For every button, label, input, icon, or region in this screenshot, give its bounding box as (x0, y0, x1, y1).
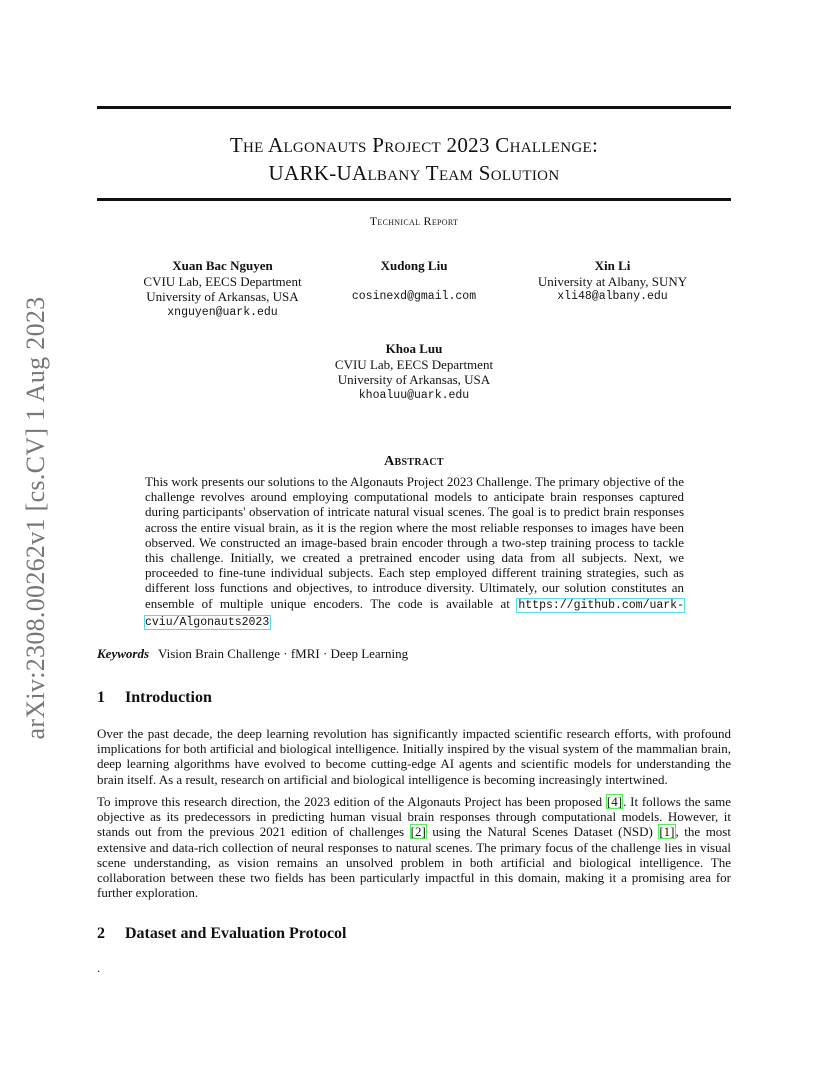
abstract-text: This work presents our solutions to the Algonauts Project 2023 Challenge. The primary objective of the challenge revolves around employing computational models to anticipate brain responses captured during participants' observation of intricate natural visual scenes. The goal is to predict brain responses across the entire visual brain, as it is the region where the most reliable responses to images have been observed. We constructed an image-based brain encoder through a two-step training process to tackle this challenge. Initially, we created a pretrained encoder using data from all subjects. Next, we proceeded to fine-tune individual subjects. Each step employed different training strategies, such as different loss functions and objectives, to introduce diversity. Ultimately, our solution constitutes an ensemble of multiple unique encoders. The code is available at (145, 474, 684, 611)
section-heading-introduction (97, 689, 212, 707)
author-block (314, 341, 514, 403)
author-email[interactable]: cosinexd@gmail.com (351, 290, 477, 303)
author-email[interactable]: xli48@albany.edu (557, 290, 668, 303)
citation-link[interactable]: [4] (606, 794, 623, 809)
paragraph-text: , the most extensive and data-rich collection of neural responses to natural scenes. The primary focus of the challenge lies in visual scene understanding, as vision remains an unsolved problem in both artificial and biological intelligence. The collaboration between these two fields has been particularly impactful in this domain, making it a promising area for further exploration. (97, 824, 731, 901)
author-affiliation: University of Arkansas, USA (146, 289, 299, 304)
author-affiliation: University at Albany, SUNY (537, 273, 688, 289)
author-spacer (330, 274, 498, 290)
section-title: Introduction (125, 689, 212, 706)
paragraph-text: . It follows the same objective as its predecessors in predicting human visual brain responses through computational models. However, it stands out from the previous 2021 edition of challenges (97, 794, 731, 840)
author-affiliation: University of Arkansas, USA (337, 372, 491, 387)
paragraph-text: using the Natural Scenes Dataset (NSD) (426, 824, 659, 840)
abstract-body (145, 474, 684, 630)
intro-paragraph-2 (97, 794, 731, 900)
title-bottom-rule (97, 198, 731, 201)
arxiv-identifier-stamp: arXiv:2308.00262v1 [cs.CV] 1 Aug 2023 (21, 296, 50, 740)
paper-title (97, 131, 731, 187)
trailing-mark: . (97, 960, 101, 975)
author-name: Xin Li (594, 258, 631, 273)
section-number: 2 (97, 925, 105, 942)
paragraph-text: To improve this research direction, the 2023 edition of the Algonauts Project has been proposed (97, 794, 606, 809)
code-repository-link[interactable]: https://github.com/uark-cviu/Algonauts2023 (145, 598, 684, 629)
title-top-rule (97, 106, 731, 109)
section-title: Dataset and Evaluation Protocol (125, 925, 347, 942)
report-type: Technical Report (369, 214, 459, 228)
author-block (120, 258, 325, 320)
title-line-2: UARK-UAlbany Team Solution (268, 161, 560, 185)
citation-link[interactable]: [2] (410, 824, 426, 840)
author-email[interactable]: khoaluu@uark.edu (358, 388, 470, 402)
citation-link[interactable]: [1] (659, 824, 675, 840)
abstract-heading: Abstract (384, 454, 444, 469)
author-block (515, 258, 710, 305)
title-line-1: The Algonauts Project 2023 Challenge: (229, 133, 599, 157)
keywords (97, 646, 408, 662)
author-name: Xuan Bac Nguyen (172, 258, 273, 273)
author-name: Khoa Luu (385, 341, 443, 356)
author-email[interactable]: xnguyen@uark.edu (167, 305, 278, 319)
section-number: 1 (97, 689, 105, 706)
section-heading-dataset (97, 925, 346, 943)
author-affiliation: CVIU Lab, EECS Department (143, 273, 302, 289)
keywords-text: Vision Brain Challenge · fMRI · Deep Learning (158, 646, 409, 661)
author-affiliation: CVIU Lab, EECS Department (334, 356, 494, 372)
author-name: Xudong Liu (380, 258, 448, 273)
author-block (330, 258, 498, 305)
keywords-label: Keywords (97, 646, 149, 661)
intro-paragraph-1: Over the past decade, the deep learning revolution has significantly impacted scientific research efforts, with profound implications for both artificial and biological intelligence. Initially inspired by the visual system of the mammalian brain, deep learning algorithms have evolved to become cutting-edge AI agents and scientific models for understanding the brain itself. As a result, research on artificial and biological intelligence is becoming increasingly intertwined. (97, 726, 731, 787)
